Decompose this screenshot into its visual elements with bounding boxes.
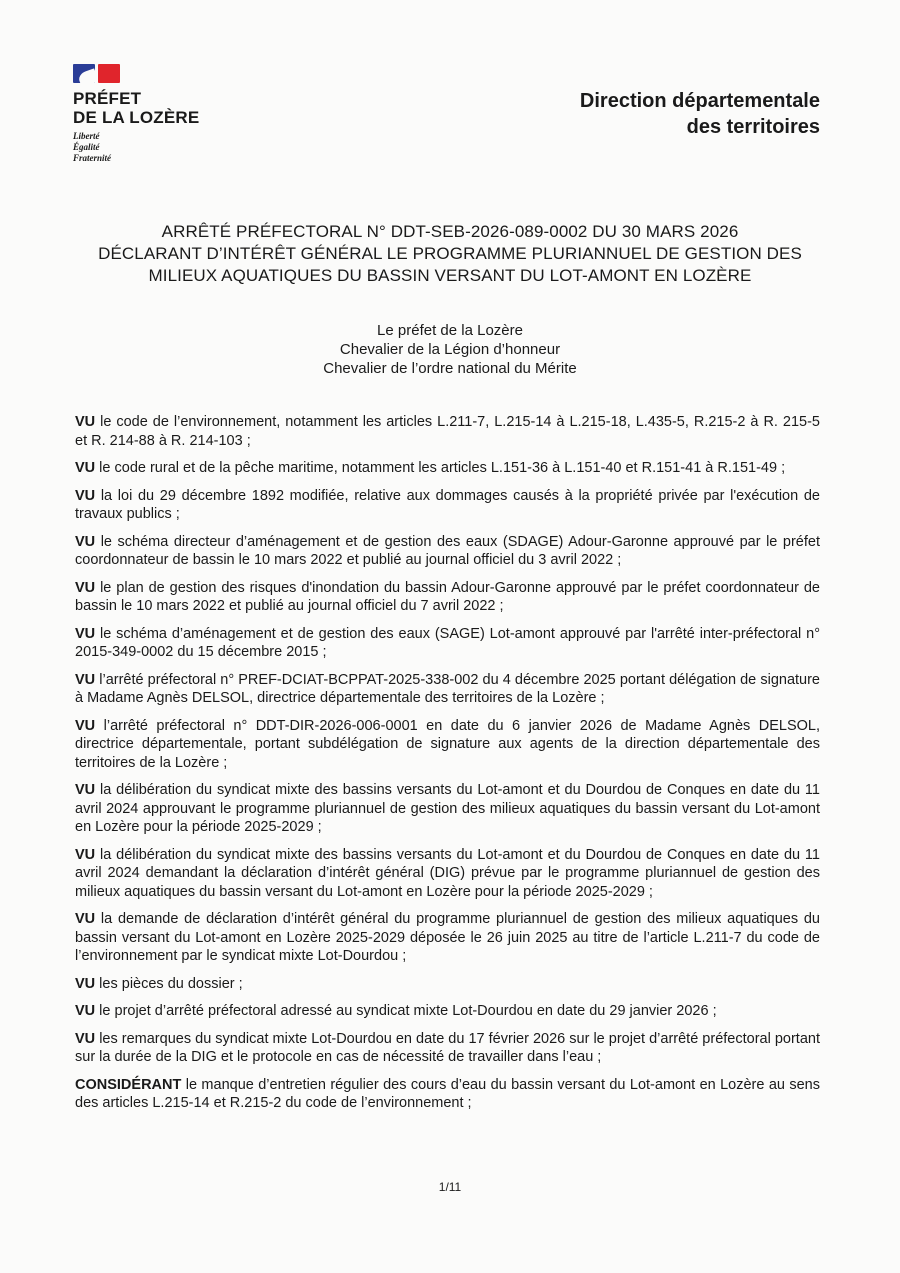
visa-paragraph: VU le projet d’arrêté préfectoral adressé au syndicat mixte Lot-Dourdou en date du 29 janvier 2026 ; <box>75 1003 717 1019</box>
decree-title: ARRÊTÉ PRÉFECTORAL N° DDT-SEB-2026-089-0002 DU 30 MARS 2026 DÉCLARANT D’INTÉRÊT GÉNÉRAL LE PROGRAMME PLURIANNUEL DE GESTION DES MILIEUX AQUATIQUES DU BASSIN VERSANT DU LOT-AMONT EN LOZÈRE <box>98 222 802 285</box>
visa-paragraph: VU la demande de déclaration d’intérêt général du programme pluriannuel de gestion des milieux aquatiques du bassin versant du Lot-amont en Lozère 2025-2029 déposée le 26 juin 2025 au titre de l’article L.211-7 du code de l’environnement par le syndicat mixte Lot-Dourdou ; <box>75 911 820 964</box>
prefet-logo-block <box>73 64 199 164</box>
visa-paragraph: VU l’arrêté préfectoral n° PREF-DCIAT-BCPPAT-2025-338-002 du 4 décembre 2025 portant délégation de signature à Madame Agnès DELSOL, directrice départementale des territoires de la Lozère ; <box>75 671 820 706</box>
prefet-name: PRÉFET DE LA LOZÈRE <box>73 89 200 127</box>
marianne-flag-icon <box>73 64 123 83</box>
page-number: 1/11 <box>438 1180 462 1194</box>
visa-paragraph: VU les pièces du dossier ; <box>75 975 243 992</box>
visa-paragraph: VU le code de l’environnement, notamment les articles L.211-7, L.215-14 à L.215-18, L.435-5, R.215-2 à R. 215-5 et R. 214-88 à R. 214-103 ; <box>75 414 820 449</box>
prefet-signatory-block: Le préfet de la Lozère Chevalier de la Légion d’honneur Chevalier de l’ordre national du Mérite <box>323 322 577 377</box>
visas-list <box>75 413 820 1122</box>
visa-paragraph: VU la délibération du syndicat mixte des bassins versants du Lot-amont et du Dourdou de Conques en date du 11 avril 2024 demandant la déclaration d’intérêt général (DIG) prévue par le programme pluriannuel de gestion des milieux aquatiques du bassin versant du Lot-amont en Lozère pour la période 2025-2029 ; <box>75 846 820 900</box>
visa-paragraph: VU l’arrêté préfectoral n° DDT-DIR-2026-006-0001 en date du 6 janvier 2026 de Madame Agnès DELSOL, directrice départementale, portant subdélégation de signature aux agents de la direction départementale des territoires de la Lozère ; <box>75 717 820 771</box>
visa-paragraph: VU le schéma d’aménagement et de gestion des eaux (SAGE) Lot-amont approuvé par l'arrêté inter-préfectoral n° 2015-349-0002 du 15 décembre 2015 ; <box>75 625 820 660</box>
visa-paragraph: VU le plan de gestion des risques d'inondation du bassin Adour-Garonne approuvé par le préfet coordonnateur de bassin le 10 mars 2022 et publié au journal officiel du 7 avril 2022 ; <box>75 579 820 614</box>
republic-motto: Liberté Égalité Fraternité <box>73 131 112 163</box>
considerant-paragraph: CONSIDÉRANT le manque d’entretien régulier des cours d’eau du bassin versant du Lot-amont en Lozère au sens des articles L.215-14 et R.215-2 du code de l’environnement ; <box>75 1076 820 1111</box>
visa-paragraph: VU le code rural et de la pêche maritime, notamment les articles L.151-36 à L.151-40 et R.151-41 à R.151-49 ; <box>75 460 786 476</box>
visa-paragraph: VU le schéma directeur d’aménagement et de gestion des eaux (SDAGE) Adour-Garonne approuvé par le préfet coordonnateur de bassin le 10 mars 2022 et publié au journal officiel du 3 avril 2022 ; <box>75 533 820 568</box>
visa-paragraph: VU la loi du 29 décembre 1892 modifiée, relative aux dommages causés à la propriété privée par l'exécution de travaux publics ; <box>75 487 820 522</box>
visa-paragraph: VU la délibération du syndicat mixte des bassins versants du Lot-amont et du Dourdou de Conques en date du 11 avril 2024 approuvant le programme pluriannuel de gestion des milieux aquatiques du bassin versant du Lot-amont en Lozère pour la période 2025-2029 ; <box>75 782 820 835</box>
direction-title: Direction départementale des territoires <box>579 90 820 138</box>
visa-paragraph: VU les remarques du syndicat mixte Lot-Dourdou en date du 17 février 2026 sur le projet d’arrêté préfectoral portant sur la durée de la DIG et le protocole en cas de nécessité de travailler dans l’eau ; <box>75 1030 820 1065</box>
